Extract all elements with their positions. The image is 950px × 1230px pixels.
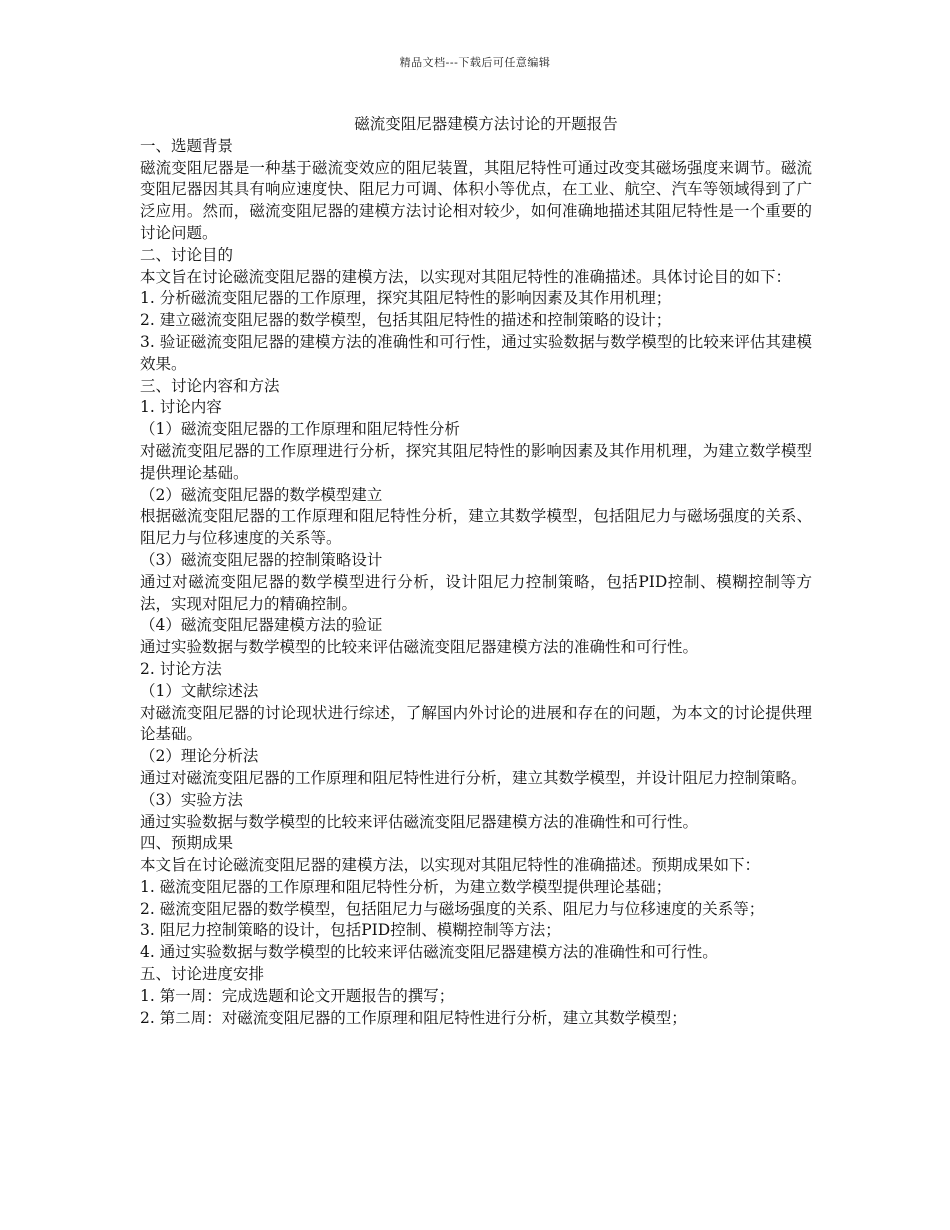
list-item: 3. 验证磁流变阻尼器的建模方法的准确性和可行性，通过实验数据与数学模型的比较来评估其建模效果。 (140, 332, 813, 373)
section-heading-background: 一、选题背景 (140, 136, 234, 155)
list-item: 1. 第一周：完成选题和论文开题报告的撰写； (140, 986, 455, 1005)
list-item: 2. 第二周：对磁流变阻尼器的工作原理和阻尼特性进行分析，建立其数学模型； (140, 1008, 687, 1027)
item-heading: （1）磁流变阻尼器的工作原理和阻尼特性分析 (140, 420, 460, 439)
list-item: 2. 磁流变阻尼器的数学模型，包括阻尼力与磁场强度的关系、阻尼力与位移速度的关系等； (140, 899, 765, 918)
item-heading: （2）磁流变阻尼器的数学模型建立 (140, 485, 383, 504)
paragraph: 本文旨在讨论磁流变阻尼器的建模方法，以实现对其阻尼特性的准确描述。具体讨论目的如下： (140, 267, 792, 286)
list-item: 3. 阻尼力控制策略的设计，包括PID控制、模糊控制等方法； (140, 921, 561, 940)
list-item: 1. 分析磁流变阻尼器的工作原理，探究其阻尼特性的影响因素及其作用机理； (140, 289, 672, 308)
section-heading-schedule: 五、讨论进度安排 (140, 965, 265, 984)
paragraph: 根据磁流变阻尼器的工作原理和阻尼特性分析，建立其数学模型，包括阻尼力与磁场强度的关系、阻尼力与位移速度的关系等。 (140, 507, 812, 548)
section-heading-purpose: 二、讨论目的 (140, 245, 234, 264)
paragraph: 对磁流变阻尼器的工作原理进行分析，探究其阻尼特性的影响因素及其作用机理，为建立数学模型提供理论基础。 (140, 441, 812, 482)
paragraph: 对磁流变阻尼器的讨论现状进行综述，了解国内外讨论的进展和存在的问题，为本文的讨论提供理论基础。 (140, 703, 812, 744)
item-heading: （3）实验方法 (140, 790, 243, 809)
paragraph: 磁流变阻尼器是一种基于磁流变效应的阻尼装置，其阻尼特性可通过改变其磁场强度来调节。磁流变阻尼器因其具有响应速度快、阻尼力可调、体积小等优点，在工业、航空、汽车等领域得到了广泛应用。然而，磁流变阻尼器的建模方法讨论相对较少，如何准确地描述其阻尼特性是一个重要的讨论问题。 (140, 158, 812, 242)
paragraph: 通过实验数据与数学模型的比较来评估磁流变阻尼器建模方法的准确性和可行性。 (140, 638, 699, 657)
paragraph: 通过实验数据与数学模型的比较来评估磁流变阻尼器建模方法的准确性和可行性。 (140, 812, 699, 831)
subsection-heading: 2. 讨论方法 (140, 659, 222, 678)
paragraph: 本文旨在讨论磁流变阻尼器的建模方法，以实现对其阻尼特性的准确描述。预期成果如下： (140, 856, 761, 875)
section-heading-content-methods: 三、讨论内容和方法 (140, 376, 280, 395)
item-heading: （4）磁流变阻尼器建模方法的验证 (140, 616, 383, 635)
item-heading: （2）理论分析法 (140, 747, 259, 766)
list-item: 2. 建立磁流变阻尼器的数学模型，包括其阻尼特性的描述和控制策略的设计； (140, 311, 672, 330)
item-heading: （3）磁流变阻尼器的控制策略设计 (140, 550, 383, 569)
list-item: 1. 磁流变阻尼器的工作原理和阻尼特性分析，为建立数学模型提供理论基础； (140, 877, 672, 896)
page-header: 精品文档---下载后可任意编辑 (399, 56, 551, 69)
section-heading-expected-results: 四、预期成果 (140, 834, 234, 853)
item-heading: （1）文献综述法 (140, 681, 259, 700)
subsection-heading: 1. 讨论内容 (140, 398, 222, 417)
paragraph: 通过对磁流变阻尼器的数学模型进行分析，设计阻尼力控制策略，包括PID控制、模糊控制等方法，实现对阻尼力的精确控制。 (140, 572, 812, 613)
document-body (140, 114, 812, 1029)
document-title: 磁流变阻尼器建模方法讨论的开题报告 (354, 115, 618, 133)
list-item: 4. 通过实验数据与数学模型的比较来评估磁流变阻尼器建模方法的准确性和可行性。 (140, 943, 718, 962)
paragraph: 通过对磁流变阻尼器的工作原理和阻尼特性进行分析，建立其数学模型，并设计阻尼力控制策略。 (140, 768, 807, 787)
